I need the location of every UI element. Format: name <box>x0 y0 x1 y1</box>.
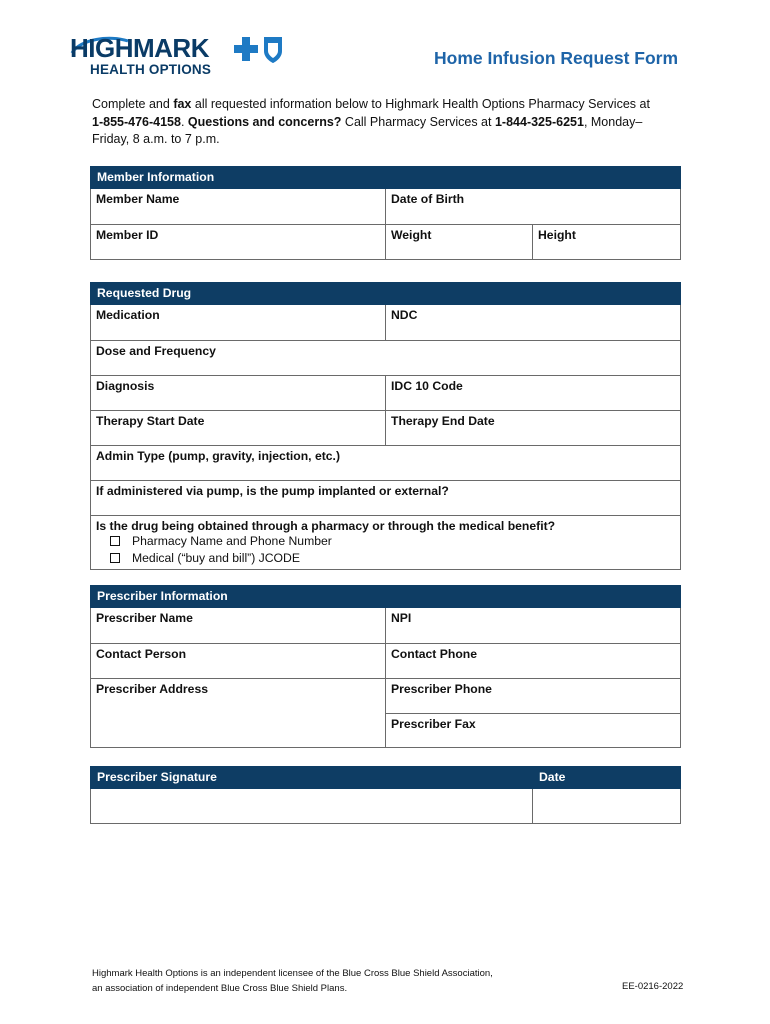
medical-option[interactable]: Medical (“buy and bill”) JCODE <box>110 550 675 567</box>
therapy-end-field[interactable]: Therapy End Date <box>386 411 681 446</box>
highmark-logo <box>70 33 280 81</box>
pump-type-field[interactable]: If administered via pump, is the pump implanted or external? <box>91 481 681 516</box>
prescriber-address-field[interactable]: Prescriber Address <box>91 679 386 748</box>
date-of-birth-field[interactable]: Date of Birth <box>386 189 681 225</box>
prescriber-phone-field[interactable]: Prescriber Phone <box>386 679 681 714</box>
form-title: Home Infusion Request Form <box>434 48 679 68</box>
logo-subtext: HEALTH OPTIONS <box>90 62 212 77</box>
admin-type-field[interactable]: Admin Type (pump, gravity, injection, etc.) <box>91 446 681 481</box>
drug-source-question: Is the drug being obtained through a pharmacy or through the medical benefit? <box>96 519 556 533</box>
section-header-drug: Requested Drug <box>91 283 681 305</box>
section-header-prescriber: Prescriber Information <box>91 586 681 608</box>
date-header: Date <box>533 767 681 789</box>
dose-frequency-field[interactable]: Dose and Frequency <box>91 341 681 376</box>
member-name-field[interactable]: Member Name <box>91 189 386 225</box>
checkbox-pharmacy[interactable] <box>110 536 120 546</box>
drug-source-field <box>91 516 681 570</box>
weight-field[interactable]: Weight <box>386 225 533 260</box>
ndc-field[interactable]: NDC <box>386 305 681 341</box>
prescriber-information-table <box>90 585 681 748</box>
diagnosis-field[interactable]: Diagnosis <box>91 376 386 411</box>
idc10-code-field[interactable]: IDC 10 Code <box>386 376 681 411</box>
member-id-field[interactable]: Member ID <box>91 225 386 260</box>
pharmacy-option[interactable]: Pharmacy Name and Phone Number <box>110 533 675 550</box>
intro-text: Complete and fax all requested information below to Highmark Health Options Pharmacy Services at 1-855-476-4158. Questions and concerns? Call Pharmacy Services at 1-844-325-6251, Monday– Friday, 8 a.m. to 7 p.m. <box>92 97 650 146</box>
contact-phone-field[interactable]: Contact Phone <box>386 644 681 679</box>
therapy-start-field[interactable]: Therapy Start Date <box>91 411 386 446</box>
section-header-member: Member Information <box>91 167 681 189</box>
npi-field[interactable]: NPI <box>386 608 681 644</box>
height-field[interactable]: Height <box>533 225 681 260</box>
contact-person-field[interactable]: Contact Person <box>91 644 386 679</box>
checkbox-medical[interactable] <box>110 553 120 563</box>
requested-drug-table <box>90 282 681 570</box>
prescriber-name-field[interactable]: Prescriber Name <box>91 608 386 644</box>
signature-date-field[interactable] <box>533 789 681 824</box>
member-information-table <box>90 166 681 260</box>
medication-field[interactable]: Medication <box>91 305 386 341</box>
form-code: EE-0216-2022 <box>622 981 684 992</box>
signature-header: Prescriber Signature <box>91 767 533 789</box>
bcbs-marks-icon <box>226 33 284 65</box>
logo-text: HIGHMARK <box>70 33 209 63</box>
prescriber-fax-field[interactable]: Prescriber Fax <box>386 714 681 748</box>
footer-text: Highmark Health Options is an independent licensee of the Blue Cross Blue Shield Association, an association of independent Blue Cross Blue Shield Plans. <box>92 968 493 994</box>
signature-table <box>90 766 681 824</box>
signature-field[interactable] <box>91 789 533 824</box>
